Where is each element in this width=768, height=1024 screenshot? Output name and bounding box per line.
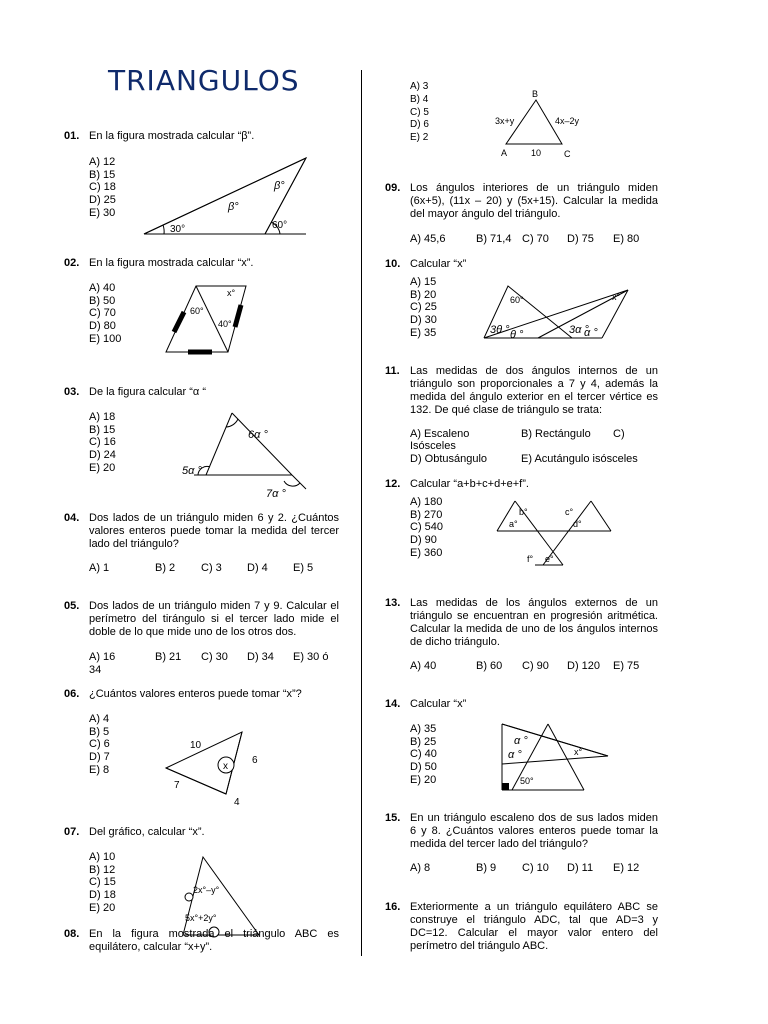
triangles-figure-q12 [495,495,615,570]
angle-label: 60° [272,220,288,231]
option[interactable]: D) Obtusángulo [410,453,488,465]
option[interactable]: E) 30 [89,206,116,219]
options-list [89,282,121,346]
angle-label: 3α ° [569,324,589,336]
option[interactable]: D) 30 [410,314,437,327]
triangle-figure-q08 [492,86,592,161]
option[interactable]: D) 25 [89,194,116,207]
angle-label: β° [274,180,285,192]
question-text: Del gráfico, calcular “x”. [89,826,205,838]
angle-label: 5α ° [182,465,202,477]
option[interactable]: D) 7 [89,751,110,764]
angle-label: f° [527,554,534,564]
option[interactable]: D) 18 [89,889,116,902]
option[interactable]: D) 34 [247,651,274,663]
angle-label: 30° [170,224,186,235]
option[interactable]: D) 90 [410,534,437,547]
option[interactable]: C) 40 [410,748,437,761]
angle-label: 60° [190,306,204,316]
option[interactable]: B) 2 [155,562,176,574]
option[interactable]: A) 45,6 [410,233,446,245]
option[interactable]: A) 15 [410,276,437,288]
option[interactable]: C) 25 [410,301,437,314]
option[interactable]: B) 21 [155,651,182,663]
option[interactable]: C) 540 [410,521,444,534]
angle-label: a° [509,519,518,529]
option[interactable]: D) 75 [567,233,594,245]
question-number: 13. [385,597,401,609]
angle-label: x° [574,747,583,757]
option[interactable]: A) 35 [410,723,437,735]
question-number: 14. [385,698,401,710]
question-text: Dos lados de un triángulo miden 6 y 2. ¿Cuántos valores enteros puede tomar la medida del tercer lado del triángulo? [89,512,339,550]
option[interactable]: C) 70 [89,307,116,320]
angle-label: b° [519,507,528,517]
option[interactable]: B) 15 [89,423,116,436]
question-number: 02. [64,257,80,269]
option[interactable]: A) 1 [89,562,110,574]
option[interactable]: A) 4 [89,713,110,725]
option[interactable]: B) 9 [476,862,497,874]
side-label: x [223,761,228,772]
option[interactable]: B) Rectángulo [521,428,591,440]
option[interactable]: B) 15 [89,168,116,181]
option[interactable]: A) 18 [89,411,116,423]
option[interactable]: E) 8 [89,763,110,776]
question-number: 15. [385,812,401,824]
angle-label: 2x°–y° [193,885,220,895]
quadrilateral-figure-q02 [160,280,260,360]
option[interactable]: C) 90 [522,660,549,672]
column-divider [361,70,362,956]
option[interactable]: E) 20 [89,461,116,474]
angle-label: 6α ° [248,429,268,441]
question-number: 07. [64,826,80,838]
question-text: ¿Cuántos valores enteros puede tomar “x”? [89,688,302,700]
options-list [89,851,116,915]
side-label: 4x–2y [555,116,580,126]
question-text: Calcular “a+b+c+d+e+f”. [410,478,529,490]
options-list [410,723,437,787]
side-label: 3x+y [495,116,515,126]
option[interactable]: B) 5 [89,725,110,738]
angle-label: x° [227,288,236,298]
question-text: Las medidas de los ángulos externos de un triángulo se encuentran en progresión aritmética. Calcular la medida de uno de los ángulos internos de dicho triángulo. [410,597,658,648]
option[interactable]: E) 35 [410,326,437,339]
options-list [89,411,116,475]
angle-label: d° [573,519,582,529]
angle-label: α ° [514,735,528,747]
side-label: 6 [252,755,258,766]
options-list [410,496,443,560]
question-number: 12. [385,478,401,490]
angle-label: θ ° [510,329,524,341]
angle-label: β° [228,201,239,213]
question-text: En la figura mostrada el triángulo ABC es equilátero, calcular “x+y”. [89,928,339,953]
side-label: 7 [174,780,180,791]
vertex-label: A [501,148,508,158]
angle-label: e° [545,554,554,564]
question-number: 01. [64,130,80,142]
option[interactable]: C) 18 [89,181,116,194]
question-text: Las medidas de dos ángulos internos de un triángulo son proporcionales a 7 y 4, además la medida del ángulo exterior en el tercer vértice es 132. De qué clase de triángulo se trata: [410,365,658,416]
option[interactable]: E) Acutángulo isósceles [521,453,638,465]
option[interactable]: E) 5 [293,562,314,574]
options-list [410,81,429,145]
angle-label: 3θ ° [490,324,510,336]
page-title: TRIANGULOS [108,64,300,97]
option[interactable]: C) 5 [410,106,429,118]
question-number: 08. [64,928,80,940]
triangle-figure-q03 [180,405,310,500]
option[interactable]: C) 30 [201,651,228,663]
option[interactable]: E) 360 [410,546,443,559]
angle-label: 5x°+2y° [185,913,217,923]
option[interactable]: B) 71,4 [476,233,512,245]
question-number: 10. [385,258,401,270]
option[interactable]: A) 180 [410,496,443,508]
option[interactable]: E) 100 [89,332,122,345]
angle-label: x° [612,292,621,302]
triangles-figure-q14 [498,720,610,794]
option-continuation: 34 [89,664,102,676]
question-text: Exteriormente a un triángulo equilátero ABC se construye el triángulo ADC, tal que AD=3 y DC=12. Calcular el mayor valor entero del perímetro del triángulo ABC. [410,901,658,952]
option[interactable]: D) 24 [89,449,116,462]
option[interactable]: E) 12 [613,862,640,874]
option[interactable]: A) Escaleno [410,428,470,440]
option[interactable]: C) 10 [522,862,549,874]
option[interactable]: C) [613,428,625,440]
angle-label: 7α ° [266,488,286,500]
option[interactable]: B) 60 [476,660,503,672]
option[interactable]: E) 80 [613,233,640,245]
option[interactable]: E) 20 [89,901,116,914]
options-list [89,713,110,777]
question-text: De la figura calcular “α “ [89,386,207,398]
option[interactable]: D) 80 [89,320,116,333]
side-label: 10 [531,148,542,158]
angle-label: c° [565,507,574,517]
angle-label: α ° [584,327,598,339]
angle-label: 60° [510,295,524,305]
option[interactable]: D) 50 [410,761,437,774]
option[interactable]: E) 2 [410,132,429,144]
option[interactable]: E) 20 [410,773,437,786]
option[interactable]: A) 40 [410,660,437,672]
question-number: 11. [385,365,400,377]
options-list [410,276,437,340]
option[interactable]: A) 10 [89,851,116,863]
option[interactable]: A) 40 [89,282,116,294]
option[interactable]: B) 25 [410,735,437,748]
option[interactable]: C) 6 [89,738,110,751]
question-number: 05. [64,600,80,612]
option[interactable]: D) 11 [567,862,594,874]
option[interactable]: B) 12 [89,863,116,876]
option[interactable]: D) 4 [247,562,268,574]
angle-label: α ° [508,749,522,761]
question-number: 03. [64,386,80,398]
option[interactable]: C) 16 [89,436,116,449]
question-text: Calcular “x” [410,258,467,270]
options-list [89,156,116,220]
option[interactable]: A) 3 [410,81,429,92]
question-text: Dos lados de un triángulo miden 7 y 9. Calcular el perímetro del tirángulo si el tercer lado mide el doble de lo que mide uno de los otros dos. [89,600,339,638]
vertex-label: B [532,89,539,99]
option[interactable]: E) 75 [613,660,640,672]
question-number: 09. [385,182,401,194]
option[interactable]: D) 6 [410,119,429,131]
option[interactable]: E) 30 ó [293,651,329,663]
option[interactable]: C) 3 [201,562,222,574]
angle-label: 50° [520,776,534,786]
option-continuation: Isósceles [410,440,456,452]
option[interactable]: C) 15 [89,876,116,889]
question-number: 06. [64,688,80,700]
question-text: En un triángulo escaleno dos de sus lados miden 6 y 8. ¿Cuántos valores enteros puede tomar la medida del tercer lado del triángulo? [410,812,658,850]
question-text: Calcular “x” [410,698,467,710]
side-label: 10 [190,740,202,751]
question-text: En la figura mostrada calcular “β”. [89,130,255,142]
option[interactable]: A) 16 [89,651,116,663]
option[interactable]: B) 4 [410,93,429,105]
option[interactable]: A) 12 [89,156,116,168]
angle-label: 40° [218,319,232,329]
option[interactable]: B) 20 [410,288,437,301]
triangle-figure-q01 [140,155,320,237]
question-number: 04. [64,512,80,524]
vertex-label: C [564,149,571,159]
question-text: Los ángulos interiores de un triángulo miden (6x+5), (11x – 20) y (5x+15). Calcular la medida del mayor ángulo del triángulo. [410,182,658,220]
triangles-figure-q10 [478,280,638,346]
option[interactable]: A) 8 [410,862,431,874]
question-number: 16. [385,901,401,913]
quadrilateral-figure-q06 [160,728,270,808]
option[interactable]: B) 270 [410,508,443,521]
question-text: En la figura mostrada calcular “x”. [89,257,254,269]
side-label: 4 [234,797,240,808]
option[interactable]: C) 70 [522,233,549,245]
option[interactable]: D) 120 [567,660,601,672]
option[interactable]: B) 50 [89,294,116,307]
